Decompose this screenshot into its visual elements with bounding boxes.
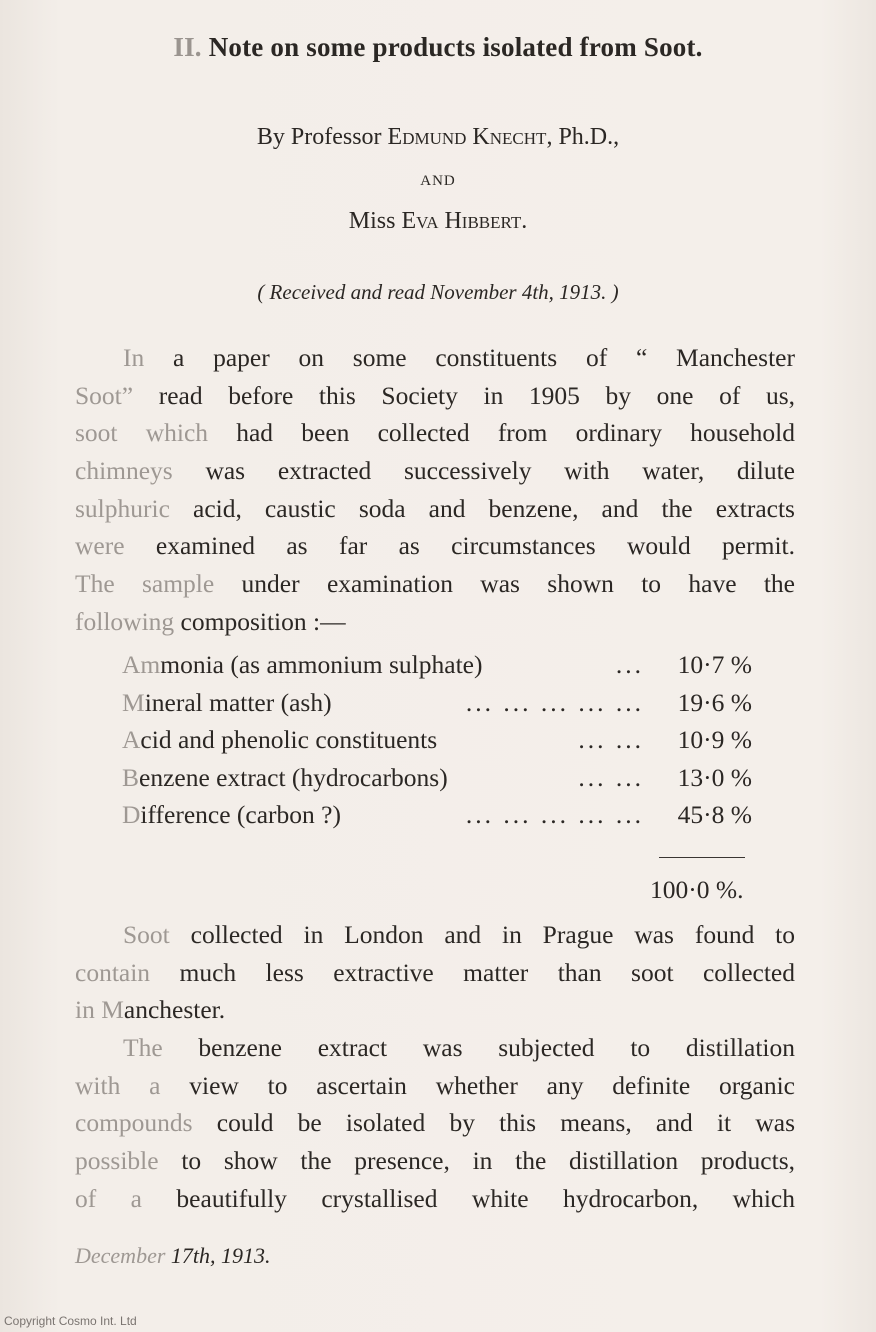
author-prefix-1: By Professor xyxy=(256,124,382,150)
paragraph-intro xyxy=(75,339,795,641)
composition-total: 100·0 %. xyxy=(650,875,744,904)
article-title xyxy=(0,32,876,63)
text-line: soot which had been collected from ordinary household xyxy=(75,418,795,448)
author-conjunction: AND xyxy=(420,173,456,189)
text-line: with a view to ascertain whether any definite organic xyxy=(75,1070,795,1100)
sum-rule xyxy=(659,857,745,858)
text-line: sulphuric acid, caustic soda and benzene, and the extracts xyxy=(75,493,795,523)
composition-row: Acid and phenolic constituents ... ... 10·9 % xyxy=(122,725,752,754)
author-name-1: Edmund Knecht xyxy=(387,124,547,150)
composition-row: Difference (carbon ?) ... ... ... ... ... 45·8 % xyxy=(122,800,752,829)
text-line: chimneys was extracted successively with water, dilute xyxy=(75,456,795,486)
author-name-2: Eva Hibbert xyxy=(401,208,522,234)
author-suffix-1: , Ph.D., xyxy=(546,124,620,150)
composition-row: Mineral matter (ash) ... ... ... ... ... 19·6 % xyxy=(122,687,752,717)
text-line: in Manchester. xyxy=(75,995,226,1025)
author-line-1 xyxy=(0,124,876,151)
text-line: following composition :— xyxy=(75,606,346,636)
copyright-watermark: Copyright Cosmo Int. Ltd xyxy=(4,1314,137,1328)
composition-value: 19·6 % xyxy=(677,687,752,717)
paragraph-london-prague xyxy=(75,916,795,1029)
text-line: compounds could be isolated by this means, and it was xyxy=(75,1108,795,1138)
paragraph-benzene-extract xyxy=(75,1029,795,1217)
text-line: contain much less extractive matter than soot collected xyxy=(75,957,795,987)
text-line: In a paper on some constituents of “ Manchester xyxy=(123,343,795,372)
composition-row: Benzene extract (hydrocarbons) ... ... 13·0 % xyxy=(122,762,752,792)
article-number: II. xyxy=(173,32,202,62)
composition-row: Ammonia (as ammonium sulphate) ... 10·7 % xyxy=(122,650,752,679)
received-date-note: ( Received and read November 4th, 1913. ) xyxy=(257,280,619,304)
text-line: The sample under examination was shown to have the xyxy=(75,569,796,599)
text-line: were examined as far as circumstances would permit. xyxy=(75,531,795,561)
author-prefix-2: Miss xyxy=(348,208,396,234)
text-line: Soot collected in London and in Prague was found to xyxy=(123,920,795,949)
composition-table xyxy=(122,650,752,838)
text-line: The benzene extract was subjected to distillation xyxy=(123,1033,795,1062)
text-line: possible to show the presence, in the distillation products, xyxy=(75,1146,795,1176)
text-line: of a beautifully crystallised white hydrocarbon, which xyxy=(75,1183,795,1213)
footer-date: December 17th, 1913. xyxy=(75,1243,271,1268)
composition-value: 13·0 % xyxy=(677,762,752,792)
author-suffix-2: . xyxy=(521,208,528,234)
composition-value: 10·7 % xyxy=(677,650,752,679)
composition-value: 45·8 % xyxy=(677,800,752,829)
article-title-text: Note on some products isolated from Soot. xyxy=(208,32,703,62)
text-line: Soot” read before this Society in 1905 by one of us, xyxy=(75,380,795,410)
composition-value: 10·9 % xyxy=(677,725,752,754)
author-line-2 xyxy=(0,208,876,235)
